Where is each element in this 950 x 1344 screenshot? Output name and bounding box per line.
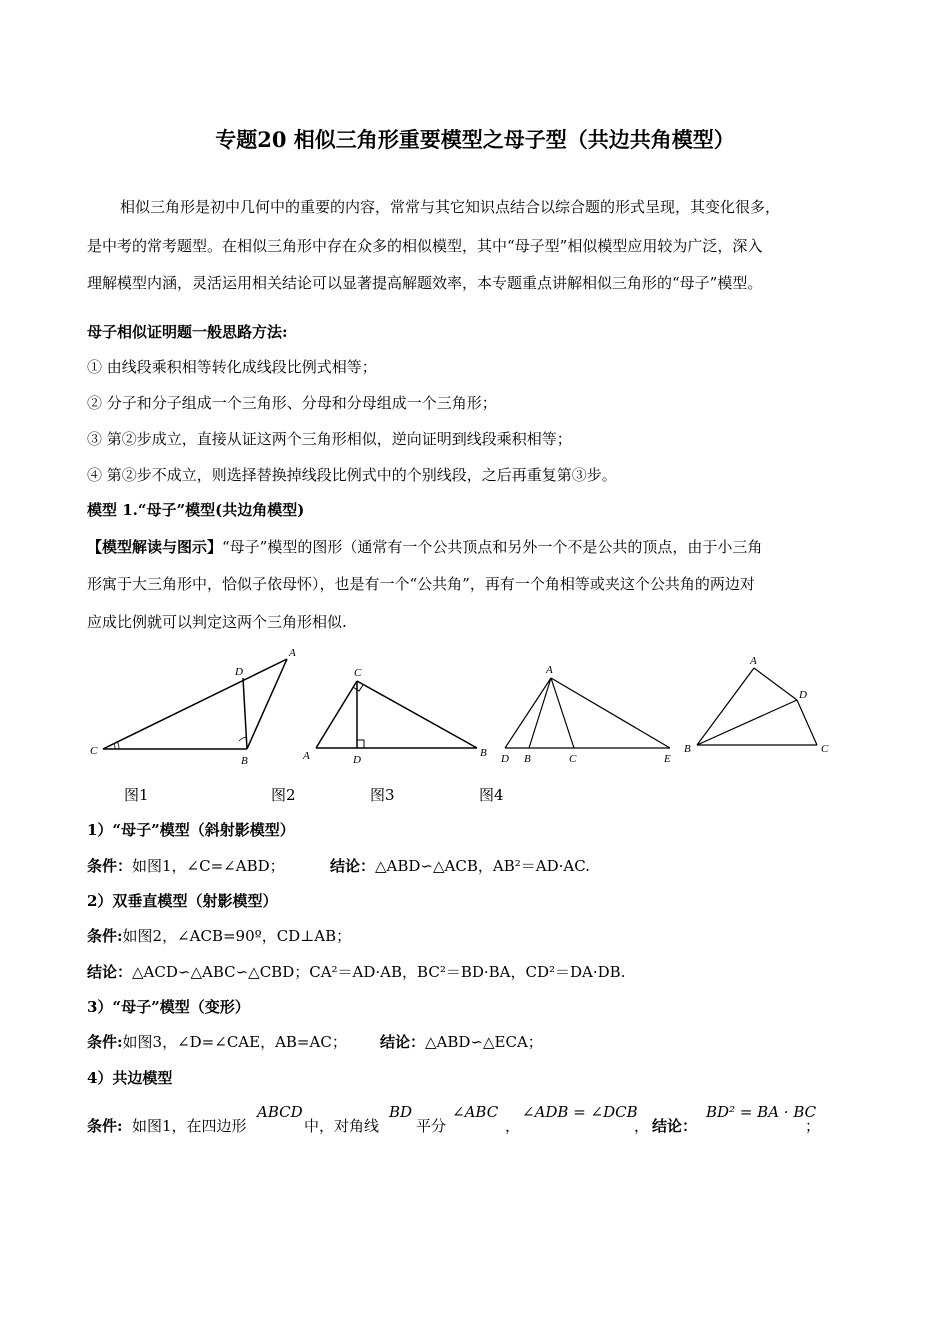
fig1-label-a: A [289,647,296,659]
s4-angle-abc: ∠ABC [452,1103,499,1121]
fig3-label-d: D [501,753,509,765]
fig1-label-c: C [90,745,98,757]
s3-cond-label: 条件: [87,1033,123,1051]
s4-cond-text-c: 平分 [416,1117,447,1135]
s1-concl-label: 结论： [330,857,376,875]
intro-line-2: 是中考的常考题型。在相似三角形中存在众多的相似模型，其中“母子型”相似模型应用较为广泛，深入 [87,237,763,255]
method-4: ④ 第②步不成立，则选择替换掉线段比例式中的个别线段，之后再重复第③步。 [87,466,617,484]
fig1-label-d: D [235,666,243,678]
s4-end: ； [805,1117,821,1135]
fig4-label-a: A [750,655,757,667]
s3-cond-text: 如图3，∠D=∠CAE，AB=AC； [122,1033,347,1051]
page-title: 专题20 相似三角形重要模型之母子型（共边共角模型） [215,127,735,152]
fig4-label-c: C [821,743,829,755]
s1-cond-text: 如图1，∠C=∠ABD； [132,857,285,875]
s4-concl-label: 结论： [652,1117,698,1135]
figure-4 [680,650,840,762]
s4-abcd: ABCD [257,1103,303,1121]
intro-line-3: 理解模型内涵，灵活运用相关结论可以显著提高解题效率，本专题重点讲解相似三角形的“母子”模型。 [87,274,763,292]
s4-cond-text-a: 如图1，在四边形 [132,1117,247,1135]
explain-line-1 [87,537,762,557]
figure-4-lines [697,668,817,745]
figure-1-lines [103,659,287,749]
s1-condition [87,856,285,876]
s2-concl-text: △ACD∽△ABC∽△CBD；CA²＝AD·AB，BC²＝BD·BA，CD²＝DA·DB. [132,963,626,981]
s2-heading: 2）双垂直模型（射影模型） [87,892,278,910]
fig1-label-b: B [241,755,248,767]
fig3-label-e: E [664,753,671,765]
s3-concl-label: 结论： [380,1033,426,1051]
s3-condition [87,1032,347,1052]
figure-1 [85,645,300,770]
figure-2 [298,660,493,772]
figure-3-lines [505,678,670,748]
explain-line-2: 形寓于大三角形中，恰似子依母怀），也是有一个“公共角”，再有一个角相等或夹这个公共角的两边对 [87,575,755,593]
s2-cond-label: 条件: [87,927,123,945]
figure-3 [495,660,680,772]
s4-cond-text-b: 中，对角线 [304,1117,380,1135]
caption-fig-4: 图4 [479,786,504,804]
s3-concl-text: △ABD∽△ECA； [425,1033,543,1051]
s1-concl-text: △ABD∽△ACB，AB²＝AD·AC. [375,857,590,875]
s2-concl-label: 结论： [87,963,133,981]
explain-line-3: 应成比例就可以判定这两个三角形相似. [87,613,347,631]
fig3-label-c: C [569,753,577,765]
s4-angle-eq: ∠ADB = ∠DCB [522,1103,638,1121]
s4-comma-2: ， [634,1117,650,1135]
explain-text-1: “母子”模型的图形（通常有一个公共顶点和另外一个不是公共的顶点，由于小三角 [222,538,763,556]
caption-fig-3: 图3 [370,786,395,804]
s4-bd: BD [389,1103,413,1121]
method-2: ② 分子和分子组成一个三角形、分母和分母组成一个三角形； [87,394,497,412]
s4-cond-label: 条件: [87,1117,123,1135]
fig2-label-a: A [303,750,310,762]
s3-conclusion [380,1032,543,1052]
s4-concl-formula: BD² = BA · BC [706,1103,817,1121]
fig2-label-b: B [480,747,487,759]
s1-cond-label: 条件： [87,857,133,875]
s1-heading: 1）“母子”模型（斜射影模型） [87,821,295,839]
method-1: ① 由线段乘积相等转化成线段比例式相等； [87,358,377,376]
fig3-label-b: B [524,753,531,765]
fig2-label-c: C [354,667,362,679]
s1-conclusion [330,856,590,876]
model1-heading: 模型 1.“母子”模型(共边角模型) [87,501,305,519]
s2-condition [87,926,351,946]
fig4-label-d: D [799,689,807,701]
s3-heading: 3）“母子”模型（变形） [87,998,250,1016]
s4-heading: 4）共边模型 [87,1069,173,1087]
intro-line-1: 相似三角形是初中几何中的重要的内容，常常与其它知识点结合以综合题的形式呈现，其变化很多， [120,198,781,216]
method-3: ③ 第②步成立，直接从证这两个三角形相似，逆向证明到线段乘积相等； [87,430,572,448]
fig2-label-d: D [353,754,361,766]
figure-2-lines [316,681,477,748]
caption-fig-1: 图1 [124,786,149,804]
fig3-label-a: A [546,664,553,676]
s4-comma-1: ， [505,1117,521,1135]
fig4-label-b: B [684,743,691,755]
caption-fig-2: 图2 [271,786,296,804]
s2-conclusion [87,962,625,982]
s2-cond-text: 如图2，∠ACB=90º，CD⊥AB； [122,927,352,945]
methods-heading: 母子相似证明题一般思路方法: [87,323,288,341]
explain-label: 【模型解读与图示】 [87,538,223,556]
